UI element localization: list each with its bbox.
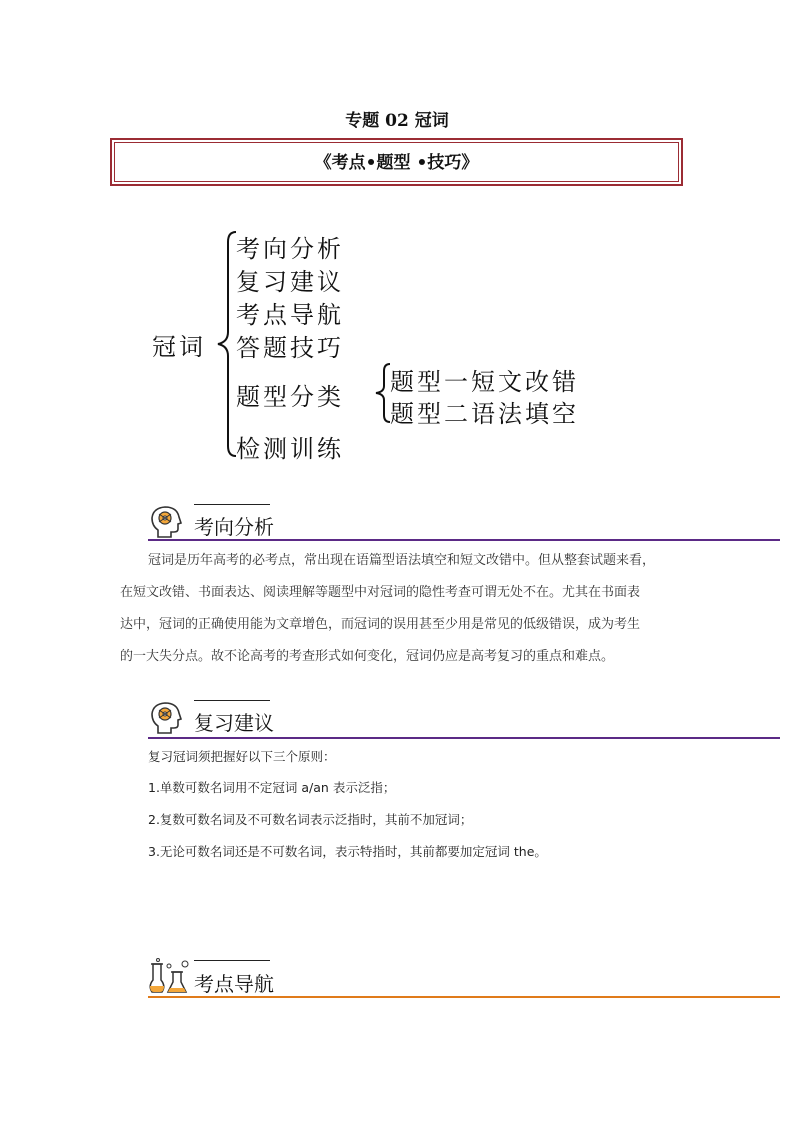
advice-intro: 复习冠词须把握好以下三个原则： [148, 749, 336, 764]
mindmap-branch: 答题技巧 [236, 334, 344, 362]
section-rule [148, 996, 780, 998]
mindmap-sub-branch: 题型一短文改错 [390, 368, 579, 396]
mindmap-branch: 复习建议 [236, 268, 344, 296]
head-gears-icon [148, 504, 184, 540]
head-gears-icon [148, 700, 184, 736]
section-rule [148, 539, 780, 541]
mindmap-branch: 检测训练 [236, 435, 344, 463]
section-title: 考点导航 [194, 972, 274, 996]
advice-item: 2.复数可数名词及不可数名词表示泛指时，其前不加冠词； [148, 812, 473, 827]
paragraph-line: 达中，冠词的正确使用能为文章增色，而冠词的误用甚至少用是常见的低级错误，成为考生 [120, 617, 641, 632]
mindmap-branch: 题型分类 [236, 383, 344, 411]
mindmap-branch: 考点导航 [236, 301, 344, 329]
section-overline [194, 700, 270, 701]
mindmap-root: 冠词 [152, 333, 206, 361]
flask-icon [148, 958, 190, 996]
section-title: 考向分析 [194, 515, 274, 539]
advice-item: 3.无论可数名词还是不可数名词，表示特指时，其前都要加定冠词 the。 [148, 844, 547, 859]
mindmap-branch: 考向分析 [236, 235, 344, 263]
advice-item: 1.单数可数名词用不定冠词 a/an 表示泛指； [148, 780, 396, 795]
section-rule [148, 737, 780, 739]
paragraph-line: 的一大失分点。故不论高考的考查形式如何变化，冠词仍应是高考复习的重点和难点。 [120, 649, 615, 664]
subtitle: 《考点•题型 •技巧》 [314, 153, 479, 173]
subtitle-box [110, 138, 683, 186]
mindmap-sub-branch: 题型二语法填空 [390, 400, 579, 428]
paragraph-line: 冠词是历年高考的必考点，常出现在语篇型语法填空和短文改错中。但从整套试题来看， [148, 553, 656, 568]
page-title: 专题 02 冠词 [345, 111, 449, 131]
paragraph-line: 在短文改错、书面表达、阅读理解等题型中对冠词的隐性考查可谓无处不在。尤其在书面表 [120, 585, 641, 600]
section-title: 复习建议 [194, 711, 274, 735]
section-overline [194, 504, 270, 505]
section-overline [194, 960, 270, 961]
